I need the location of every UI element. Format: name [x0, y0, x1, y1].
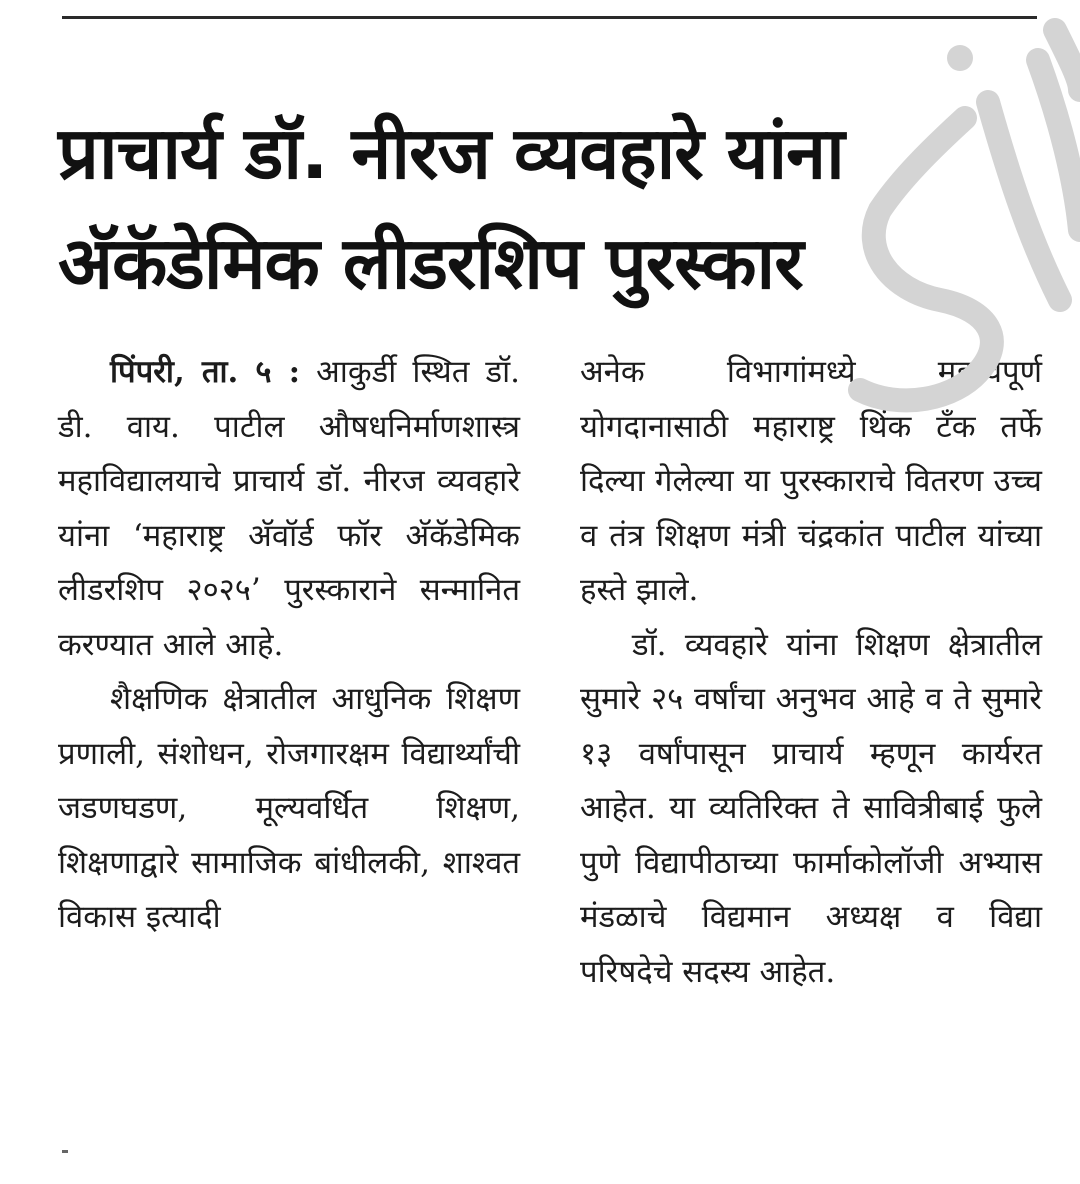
headline-line-1: प्राचार्य डॉ. नीरज व्यवहारे यांना: [58, 111, 844, 195]
paragraph-award-distribution: अनेक विभागांमध्ये महत्त्वपूर्ण योगदानासाठी महाराष्ट्र थिंक टँक तर्फे दिल्या गेलेल्या या पुरस्काराचे वितरण उच्च व तंत्र शिक्षण मंत्री चंद्रकांत पाटील यांच्या हस्ते झाले.: [580, 354, 1042, 608]
paragraph-achievements: शैक्षणिक क्षेत्रातील आधुनिक शिक्षण प्रणाली, संशोधन, रोजगारक्षम विद्यार्थ्यांची जडणघडण, मूल्यवर्धित शिक्षण, शिक्षणाद्वारे सामाजिक बांधीलकी, शाश्वत विकास इत्यादी: [58, 681, 520, 935]
paragraph-intro-text: आकुर्डी स्थित डॉ. डी. वाय. पाटील औषधनिर्माणशास्त्र महाविद्यालयाचे प्राचार्य डॉ. नीरज व्यवहारे यांना ‘महाराष्ट्र अ‍ॅवॉर्ड फॉर अ‍ॅकॅडेमिक लीडरशिप २०२५’ पुरस्काराने सन्मानित करण्यात आले आहे.: [58, 354, 520, 663]
headline: [58, 98, 988, 318]
article-column-left: [58, 345, 520, 945]
paragraph-experience: डॉ. व्यवहारे यांना शिक्षण क्षेत्रातील सुमारे २५ वर्षांचा अनुभव आहे व ते सुमारे १३ वर्षांपासून प्राचार्य म्हणून कार्यरत आहेत. या व्यतिरिक्त ते सावित्रीबाई फुले पुणे विद्यापीठाच्या फार्माकोलॉजी अभ्यास मंडळाचे विद्यमान अध्यक्ष व विद्या परिषदेचे सदस्य आहेत.: [580, 626, 1042, 990]
top-rule: [62, 16, 1037, 19]
paragraph-intro: [58, 345, 520, 672]
headline-line-2: अ‍ॅकॅडेमिक लीडरशिप पुरस्कार: [58, 221, 803, 305]
dateline: पिंपरी, ता. ५ :: [110, 354, 301, 390]
corner-mark: [62, 1150, 68, 1153]
article-column-right: [580, 345, 1042, 999]
